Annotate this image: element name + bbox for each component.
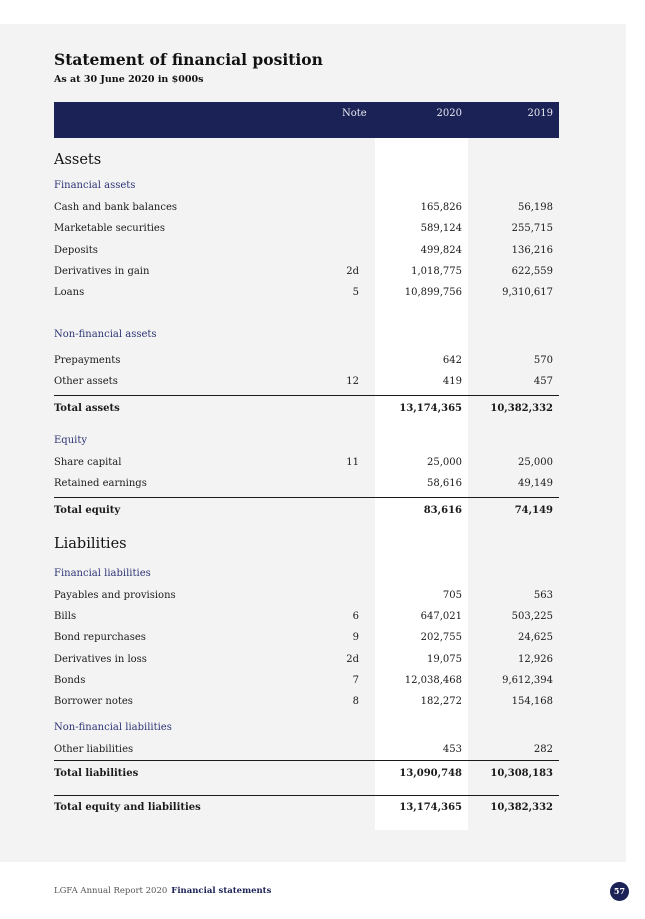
row-value-2020: 499,824 [420, 245, 462, 256]
total-row-liabilities [54, 766, 559, 782]
table-row [54, 243, 559, 259]
row-value-2019: 12,926 [518, 654, 553, 665]
row-label: Other assets [54, 376, 118, 387]
total-label: Total equity and liabilities [54, 802, 201, 813]
row-value-2020: 202,755 [420, 632, 462, 643]
page-title: Statement of financial position [54, 50, 323, 69]
divider [54, 760, 559, 761]
row-note: 2d [346, 266, 359, 277]
row-value-2020: 453 [442, 744, 462, 755]
total-value-2020: 13,174,365 [399, 403, 462, 414]
row-value-2020: 589,124 [420, 223, 462, 234]
subheading-equity: Equity [54, 435, 88, 446]
table-row [54, 609, 559, 625]
row-label: Deposits [54, 245, 98, 256]
total-label: Total assets [54, 403, 120, 414]
row-note: 6 [352, 611, 359, 622]
row-value-2020: 19,075 [427, 654, 462, 665]
page-panel [0, 24, 626, 862]
page-footer [54, 886, 271, 896]
row-value-2019: 24,625 [518, 632, 553, 643]
row-value-2019: 570 [533, 355, 553, 366]
total-value-2020: 83,616 [423, 505, 462, 516]
total-value-2019: 74,149 [514, 505, 553, 516]
table-row [54, 652, 559, 668]
row-value-2020: 58,616 [427, 478, 462, 489]
row-label: Borrower notes [54, 696, 133, 707]
table-row [54, 200, 559, 216]
row-label: Loans [54, 287, 85, 298]
table-row [54, 742, 559, 758]
row-label: Share capital [54, 457, 122, 468]
divider [54, 395, 559, 396]
row-note: 7 [352, 675, 359, 686]
row-label: Bond repurchases [54, 632, 146, 643]
header-note: Note [342, 108, 367, 119]
divider [54, 795, 559, 796]
total-value-2019: 10,308,183 [490, 768, 553, 779]
row-value-2019: 136,216 [511, 245, 553, 256]
row-label: Prepayments [54, 355, 121, 366]
table-row [54, 455, 559, 471]
total-label: Total liabilities [54, 768, 139, 779]
row-value-2019: 9,612,394 [502, 675, 553, 686]
row-label: Payables and provisions [54, 590, 176, 601]
row-value-2019: 563 [533, 590, 553, 601]
total-row-equity [54, 503, 559, 519]
table-row [54, 374, 559, 390]
footer-report-title: LGFA Annual Report 2020 [54, 886, 168, 896]
table-row [54, 673, 559, 689]
row-label: Cash and bank balances [54, 202, 178, 213]
row-label: Marketable securities [54, 223, 165, 234]
section-heading-assets: Assets [54, 152, 102, 168]
divider [54, 497, 559, 498]
table-row [54, 588, 559, 604]
total-value-2020: 13,090,748 [399, 768, 462, 779]
row-value-2020: 10,899,756 [404, 287, 462, 298]
row-value-2019: 25,000 [518, 457, 553, 468]
row-value-2019: 622,559 [511, 266, 553, 277]
section-heading-liabilities: Liabilities [54, 536, 127, 552]
row-note: 11 [346, 457, 359, 468]
row-value-2019: 457 [533, 376, 553, 387]
total-value-2019: 10,382,332 [490, 802, 553, 813]
table-row [54, 630, 559, 646]
row-label: Bonds [54, 675, 86, 686]
total-value-2020: 13,174,365 [399, 802, 462, 813]
total-label: Total equity [54, 505, 121, 516]
row-value-2019: 56,198 [518, 202, 553, 213]
row-value-2020: 642 [442, 355, 462, 366]
row-note: 5 [352, 287, 359, 298]
table-row [54, 476, 559, 492]
subheading-financial-liabilities: Financial liabilities [54, 568, 151, 579]
row-value-2019: 282 [533, 744, 553, 755]
table-row [54, 264, 559, 280]
subheading-nonfinancial-assets: Non-financial assets [54, 329, 157, 340]
row-value-2020: 419 [442, 376, 462, 387]
page-subtitle: As at 30 June 2020 in $000s [54, 74, 204, 85]
row-note: 8 [352, 696, 359, 707]
subheading-nonfinancial-liabilities: Non-financial liabilities [54, 722, 172, 733]
row-label: Bills [54, 611, 77, 622]
row-label: Retained earnings [54, 478, 147, 489]
row-value-2019: 9,310,617 [502, 287, 553, 298]
row-note: 12 [346, 376, 359, 387]
row-value-2020: 1,018,775 [411, 266, 462, 277]
page-number-badge: 57 [610, 882, 629, 901]
table-header [54, 102, 559, 138]
header-2020: 2020 [436, 108, 462, 119]
row-value-2020: 165,826 [420, 202, 462, 213]
total-row-assets [54, 401, 559, 417]
table-row [54, 285, 559, 301]
table-row [54, 694, 559, 710]
subheading-financial-assets: Financial assets [54, 180, 136, 191]
row-note: 2d [346, 654, 359, 665]
row-value-2019: 49,149 [518, 478, 553, 489]
footer-section: Financial statements [171, 886, 272, 896]
row-label: Derivatives in gain [54, 266, 150, 277]
row-label: Other liabilities [54, 744, 134, 755]
row-value-2020: 647,021 [420, 611, 462, 622]
total-row-equity-and-liabilities [54, 800, 559, 816]
row-value-2020: 705 [442, 590, 462, 601]
row-value-2020: 12,038,468 [404, 675, 462, 686]
row-value-2019: 154,168 [511, 696, 553, 707]
row-value-2020: 25,000 [427, 457, 462, 468]
row-note: 9 [352, 632, 359, 643]
header-2019: 2019 [527, 108, 553, 119]
row-value-2019: 255,715 [511, 223, 553, 234]
row-label: Derivatives in loss [54, 654, 147, 665]
row-value-2019: 503,225 [511, 611, 553, 622]
table-row [54, 353, 559, 369]
total-value-2019: 10,382,332 [490, 403, 553, 414]
row-value-2020: 182,272 [420, 696, 462, 707]
table-row [54, 221, 559, 237]
